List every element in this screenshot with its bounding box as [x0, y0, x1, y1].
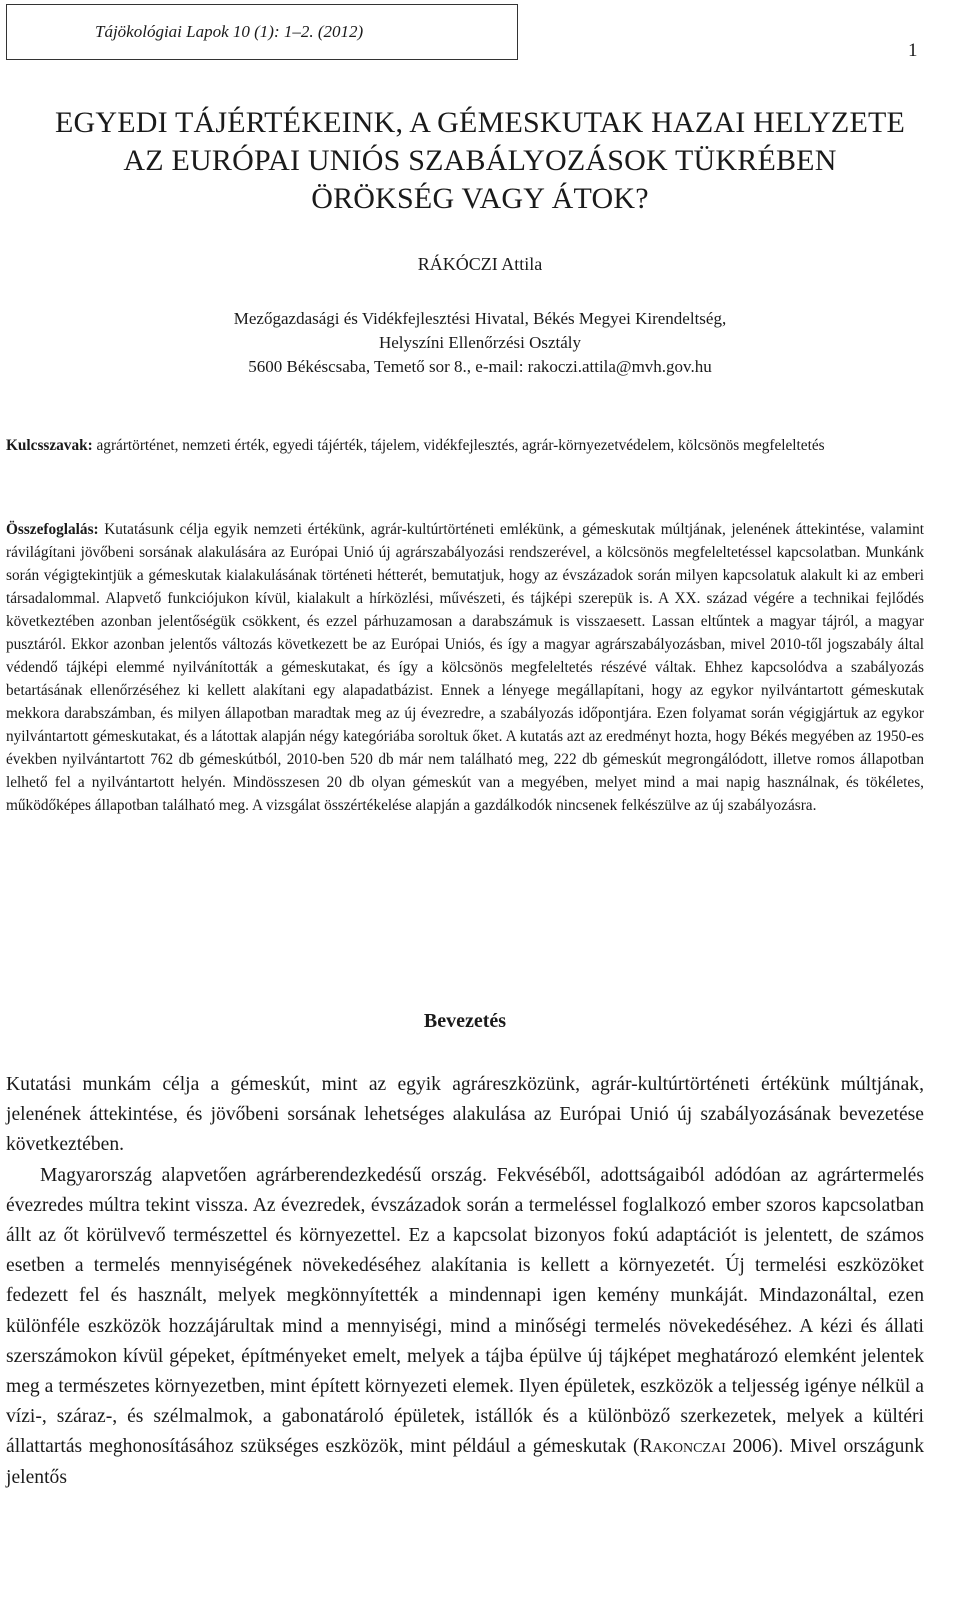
article-title [0, 104, 960, 218]
intro-paragraph-1: Kutatási munkám célja a gémeskút, mint az egyik agráreszközünk, agrár-kultúrtörténeti értékünk múltjának, jelenének áttekintése, és jövőbeni sorsának lehetséges alakulása az Európai Unió új szabályozásának bevezetése következtében. [6, 1074, 924, 1156]
journal-header-box [6, 4, 518, 60]
author-name: RÁKÓCZI Attila [417, 254, 543, 274]
keywords-block [6, 434, 924, 457]
author-affiliation [0, 307, 960, 379]
section-heading-intro: Bevezetés [423, 1010, 507, 1032]
title-line-1: EGYEDI TÁJÉRTÉKEINK, A GÉMESKUTAK HAZAI HELYZETE [54, 106, 906, 139]
page-number: 1 [908, 40, 918, 61]
abstract-block [6, 518, 924, 817]
title-line-2: AZ EURÓPAI UNIÓS SZABÁLYOZÁSOK TÜKRÉBEN [123, 144, 837, 177]
keywords-label: Kulcsszavak: [6, 437, 93, 454]
intro-paragraph-2-tail: 2006). Mivel országunk jelentős [6, 1436, 924, 1488]
affiliation-line-2: Helyszíni Ellenőrzési Osztály [378, 333, 582, 352]
abstract-text: Kutatásunk célja egyik nemzeti értékünk, agrár-kultúrtörténeti emlékünk, a gémeskutak múltjának, jelenének áttekintése, valamint rávilágítani jövőbeni sorsának alakulására az Európai Unió új agrárszabályozási rendszerével, a kölcsönös megfeleltetéssel kapcsolatban. Munkánk során végigtekintjük a gémeskutak kialakulásának történeti hétterét, bemutatjuk, hogy az évszázadok során milyen kapcsolatuk alakult ki az emberi társadalommal. Alapvető funkciójukon kívül, kialakult a hírközlési, művészeti, és tájképi szerepük is. A XX. század végére a technikai fejlődés következtében azonban jelentőségük csökkent, és ezzel párhuzamosan a darabszámuk is visszaesett. Lassan eltűntek a magyar tájról, a magyar pusztáról. Ekkor azonban jelentős változás következett be az Európai Uniós, és így a magyar agrárszabályozásban, mivel 2010-től jogszabály által védendő tájképi elemmé nyilvánították a gémeskutakat, és így a kölcsönös megfeleltetés részévé váltak. Ehhez kapcsolódva a szabályozás betartásának ellenőrzéséhez ki kellett alakítani egy alapadatbázist. Ennek a lényege megállapítani, hogy az egykor nyilvántartott gémeskutak mekkora darabszámban, és milyen állapotban maradtak meg az új évezredre, a szabályozás időpontjára. Ezen folyamat során végigjártuk az egykor nyilvántartott gémeskutakat, és a látottak alapján négy kategóriába soroltuk őket. A kutatás azt az eredményt hozta, hogy Békés megyében az 1950-es években nyilvántartott 762 db gémeskútból, 2010-ben 520 db már nem található meg, 222 db gémeskút megrongálódott, illetve romos állapotban lelhető fel a nyilvántartott helyén. Mindösszesen 20 db olyan gémeskút van a megyében, melyet mind a mai napig használnak, és tökéletes, működőképes állapotban található meg. A vizsgálat összértékelése alapján a gazdálkodók nincsenek felkészülve az új szabályozásra. [6, 521, 924, 814]
journal-citation: Tájökológiai Lapok 10 (1): 1–2. (2012) [95, 22, 364, 41]
title-line-3: ÖRÖKSÉG VAGY ÁTOK? [311, 182, 649, 215]
keywords-text: agrártörténet, nemzeti érték, egyedi tájérték, tájelem, vidékfejlesztés, agrár-környezetvédelem, kölcsönös megfeleltetés [92, 437, 825, 454]
intro-paragraph-2-text: Magyarország alapvetően agrárberendezkedésű ország. Fekvéséből, adottságaiból adódóan az agrártermelés évezredes múltra tekint vissza. Az évezredek, évszázadok során a termeléssel foglalkozó ember szoros kapcsolatban állt az őt körülvevő természettel és környezettel. Ez a kapcsolat bizonyos fokú adaptációt is jelentett, de számos esetben a termelés mennyiségének növekedéséhez alakítania is kellett a környezetét. Új termelési eszközöket fedezett fel és használt, melyek megkönnyítették a mindennapi igen kemény munkáját. Mindazonáltal, ezen különféle eszközök hozzájárultak mind a mennyiségi, mind a minőségi termelés növekedéséhez. A kézi és állati szerszámokon kívül gépeket, építményeket emelt, melyek a tájba épülve új tájképet meghatározó elemként jelentek meg a természetes környezetben, mint épített környezeti elemek. Ilyen épületek, eszközök a teljesség igénye nélkül a vízi-, száraz-, és szélmalmok, a gabonatároló épületek, istállók és a különböző szerkezetek, melyek a kültéri állattartás meghonosításához szükséges eszközök, mint például a gémeskutak ( [6, 1164, 924, 1458]
affiliation-line-3: 5600 Békéscsaba, Temető sor 8., e-mail: rakoczi.attila@mvh.gov.hu [248, 357, 712, 376]
intro-body [6, 1070, 924, 1493]
abstract-label: Összefoglalás: [6, 521, 99, 538]
affiliation-line-1: Mezőgazdasági és Vidékfejlesztési Hivatal, Békés Megyei Kirendeltség, [233, 309, 727, 328]
intro-paragraph-2 [6, 1161, 924, 1493]
citation-author: Rakonczai [639, 1436, 726, 1458]
